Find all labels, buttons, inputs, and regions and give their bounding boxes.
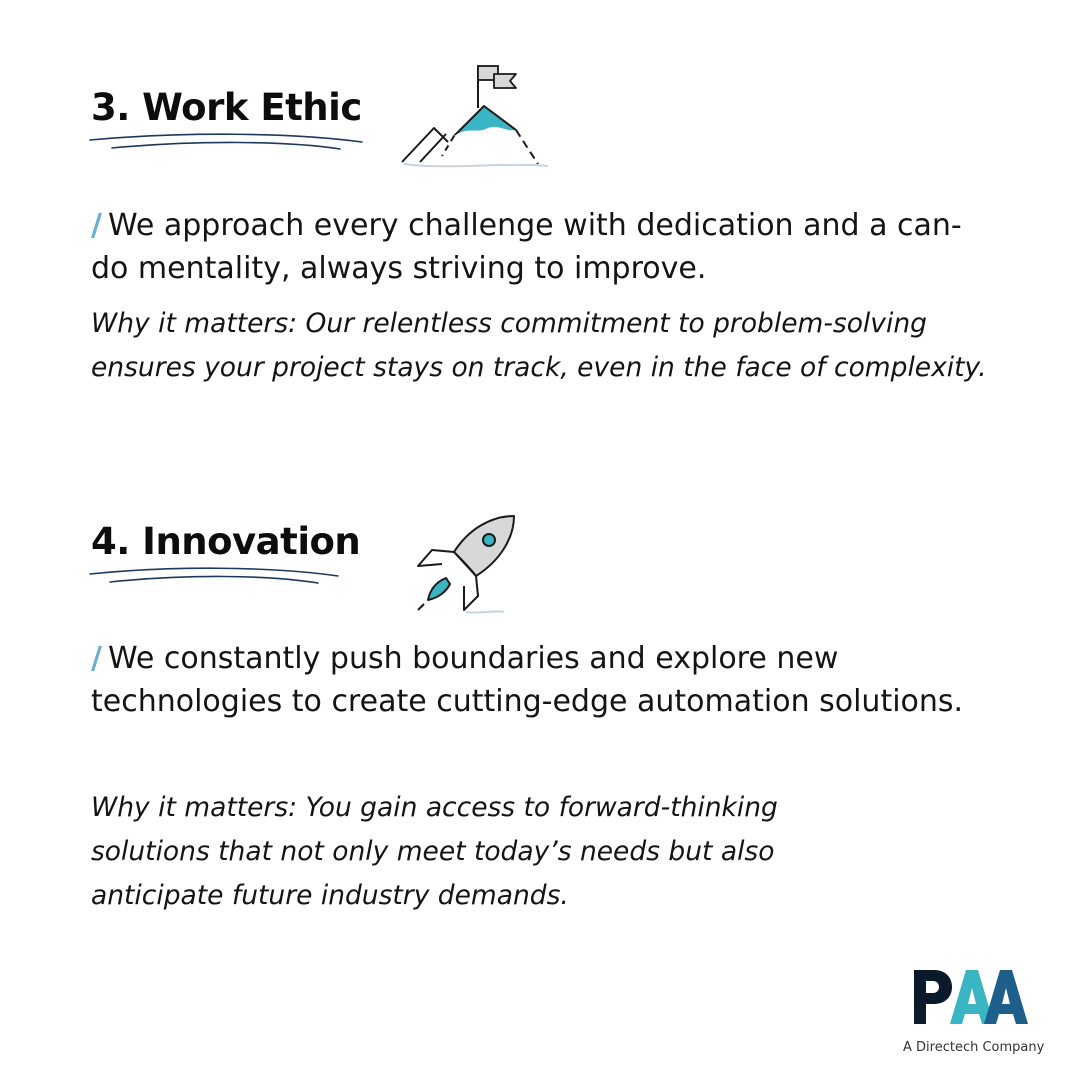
heading-underline	[88, 562, 348, 586]
lead-text: We approach every challenge with dedication and a can-do mentality, always striving to improve.	[91, 208, 962, 286]
why-it-matters: Why it matters: Our relentless commitment to problem-solving ensures your project stays on track, even in the face of complexity.	[91, 308, 987, 383]
section-heading: 4. Innovation	[91, 520, 361, 563]
why-it-matters: Why it matters: You gain access to forward-thinking solutions that not only meet today’s needs but also anticipate future industry demands.	[91, 792, 778, 911]
rocket-icon	[410, 510, 526, 616]
slash-marker: /	[91, 208, 102, 243]
section-heading: 3. Work Ethic	[91, 86, 362, 129]
section-lead	[91, 637, 971, 723]
lead-text: We constantly push boundaries and explore new technologies to create cutting-edge automation solutions.	[91, 641, 964, 719]
brand-tagline: A Directech Company	[903, 1040, 1045, 1055]
heading-underline	[88, 128, 368, 152]
slash-marker: /	[91, 641, 102, 676]
paa-logo	[912, 968, 1032, 1028]
section-lead	[91, 204, 971, 290]
mountain-flag-icon	[398, 62, 552, 172]
